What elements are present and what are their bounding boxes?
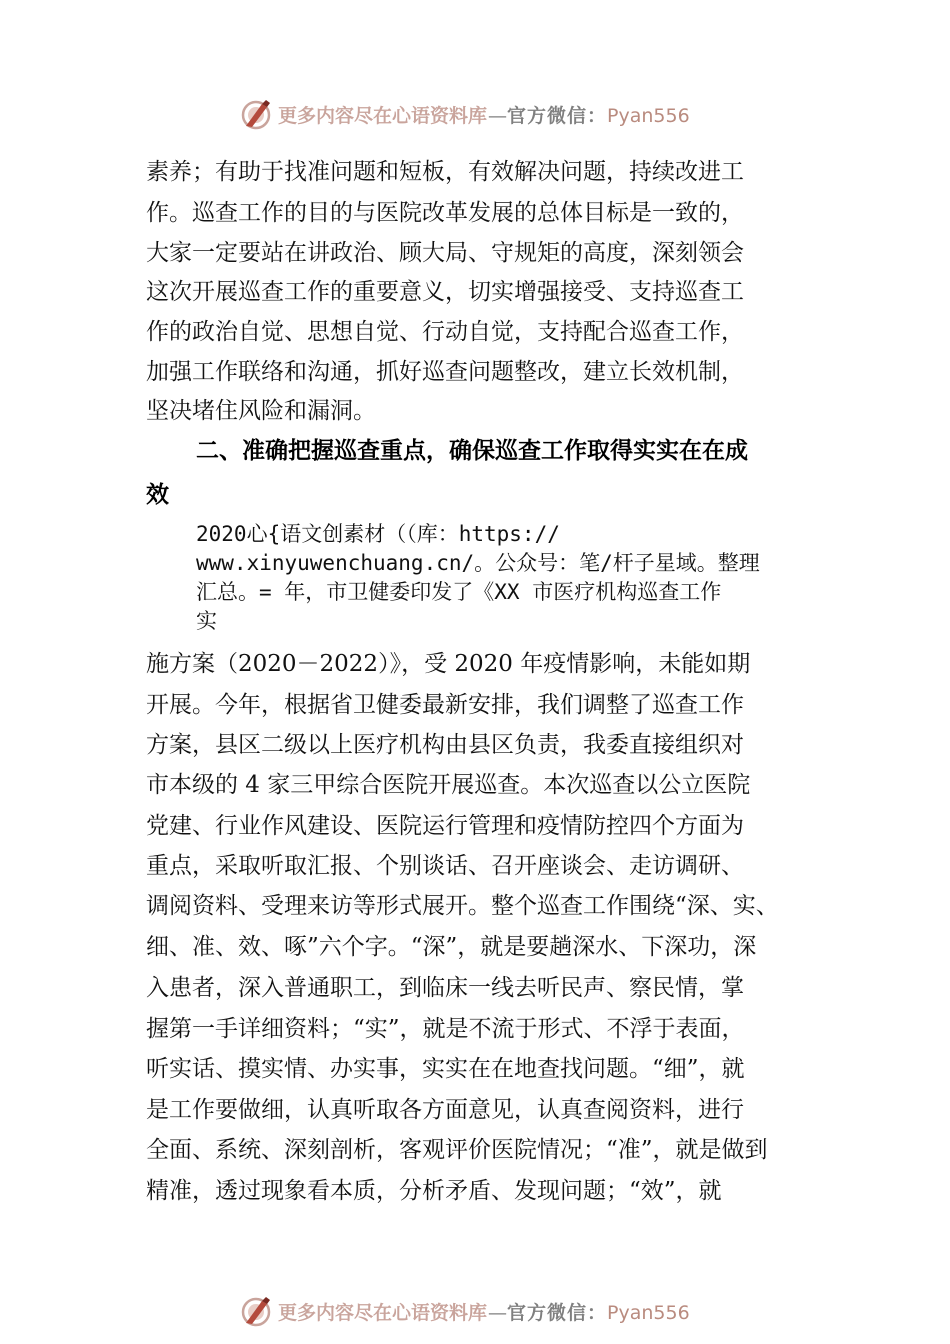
footer-wechat-id: Pyan556: [607, 1302, 690, 1324]
mono-block-line: 2020心{语文创素材（（库：https://: [196, 522, 560, 546]
paragraph2-line: 全面、系统、深刻剖析，客观评价医院情况；“准”，就是做到: [146, 1137, 768, 1163]
paragraph2-line: 听实话、摸实情、办实事，实实在在地查找问题。“细”，就: [146, 1056, 745, 1082]
paragraph2-line: 细、准、效、啄”六个字。“深”，就是要趟深水、下深功，深: [146, 934, 757, 960]
paragraph2-line: 调阅资料、受理来访等形式展开。整个巡查工作围绕“深、实、: [146, 893, 779, 919]
section-heading-continuation: 效: [146, 482, 169, 508]
paragraph2-line: 市本级的 4 家三甲综合医院开展巡查。本次巡查以公立医院: [146, 772, 751, 798]
footer-library-text: 更多内容尽在心语资料库: [278, 1302, 488, 1324]
brush-logo-icon: [240, 1295, 272, 1327]
brush-logo-icon: [240, 98, 272, 130]
header-wechat-label: 官方微信：: [507, 105, 608, 127]
section-heading: 二、准确把握巡查重点，确保巡查工作取得实实在在成: [196, 438, 748, 464]
footer-banner-text: [278, 1298, 690, 1325]
header-wechat-id: Pyan556: [607, 105, 690, 127]
paragraph1-line: 坚决堵住风险和漏洞。: [146, 398, 376, 424]
mono-block-line: 汇总。= 年，市卫健委印发了《XX 市医疗机构巡查工作: [196, 580, 722, 604]
mono-block-line: www.xinyuwenchuang.cn/。公众号：笔/杆子星域。整理: [196, 551, 760, 575]
paragraph2-line: 党建、行业作风建设、医院运行管理和疫情防控四个方面为: [146, 813, 744, 839]
paragraph1-line: 素养；有助于找准问题和短板，有效解决问题，持续改进工: [146, 159, 744, 185]
paragraph2-line: 入患者，深入普通职工，到临床一线去听民声、察民情，掌: [146, 975, 744, 1001]
paragraph1-line: 作。巡查工作的目的与医院改革发展的总体目标是一致的，: [146, 200, 744, 226]
paragraph2-line: 开展。今年，根据省卫健委最新安排，我们调整了巡查工作: [146, 692, 744, 718]
paragraph1-line: 加强工作联络和沟通，抓好巡查问题整改，建立长效机制，: [146, 359, 744, 385]
paragraph2-line: 重点，采取听取汇报、个别谈话、召开座谈会、走访调研、: [146, 853, 744, 879]
paragraph1-line: 这次开展巡查工作的重要意义，切实增强接受、支持巡查工: [146, 279, 744, 305]
header-separator: —: [488, 105, 508, 127]
footer-separator: —: [488, 1302, 508, 1324]
header-library-text: 更多内容尽在心语资料库: [278, 105, 488, 127]
footer-wechat-label: 官方微信：: [507, 1302, 608, 1324]
header-banner-text: [278, 101, 690, 128]
paragraph2-line: 方案，县区二级以上医疗机构由县区负责，我委直接组织对: [146, 732, 744, 758]
paragraph2-line: 是工作要做细，认真听取各方面意见，认真查阅资料，进行: [146, 1097, 744, 1123]
header-banner: [0, 94, 950, 134]
paragraph1-line: 作的政治自觉、思想自觉、行动自觉，支持配合巡查工作，: [146, 319, 744, 345]
mono-block-line: 实: [196, 609, 217, 633]
paragraph1-line: 大家一定要站在讲政治、顾大局、守规矩的高度，深刻领会: [146, 240, 744, 266]
paragraph2-line: 精准，透过现象看本质，分析矛盾、发现问题；“效”，就: [146, 1178, 722, 1204]
paragraph2-line: 握第一手详细资料；“实”，就是不流于形式、不浮于表面，: [146, 1016, 745, 1042]
paragraph2-line: 施方案（2020－2022）》，受 2020 年疫情影响，未能如期: [146, 651, 751, 677]
footer-banner: [0, 1291, 950, 1331]
